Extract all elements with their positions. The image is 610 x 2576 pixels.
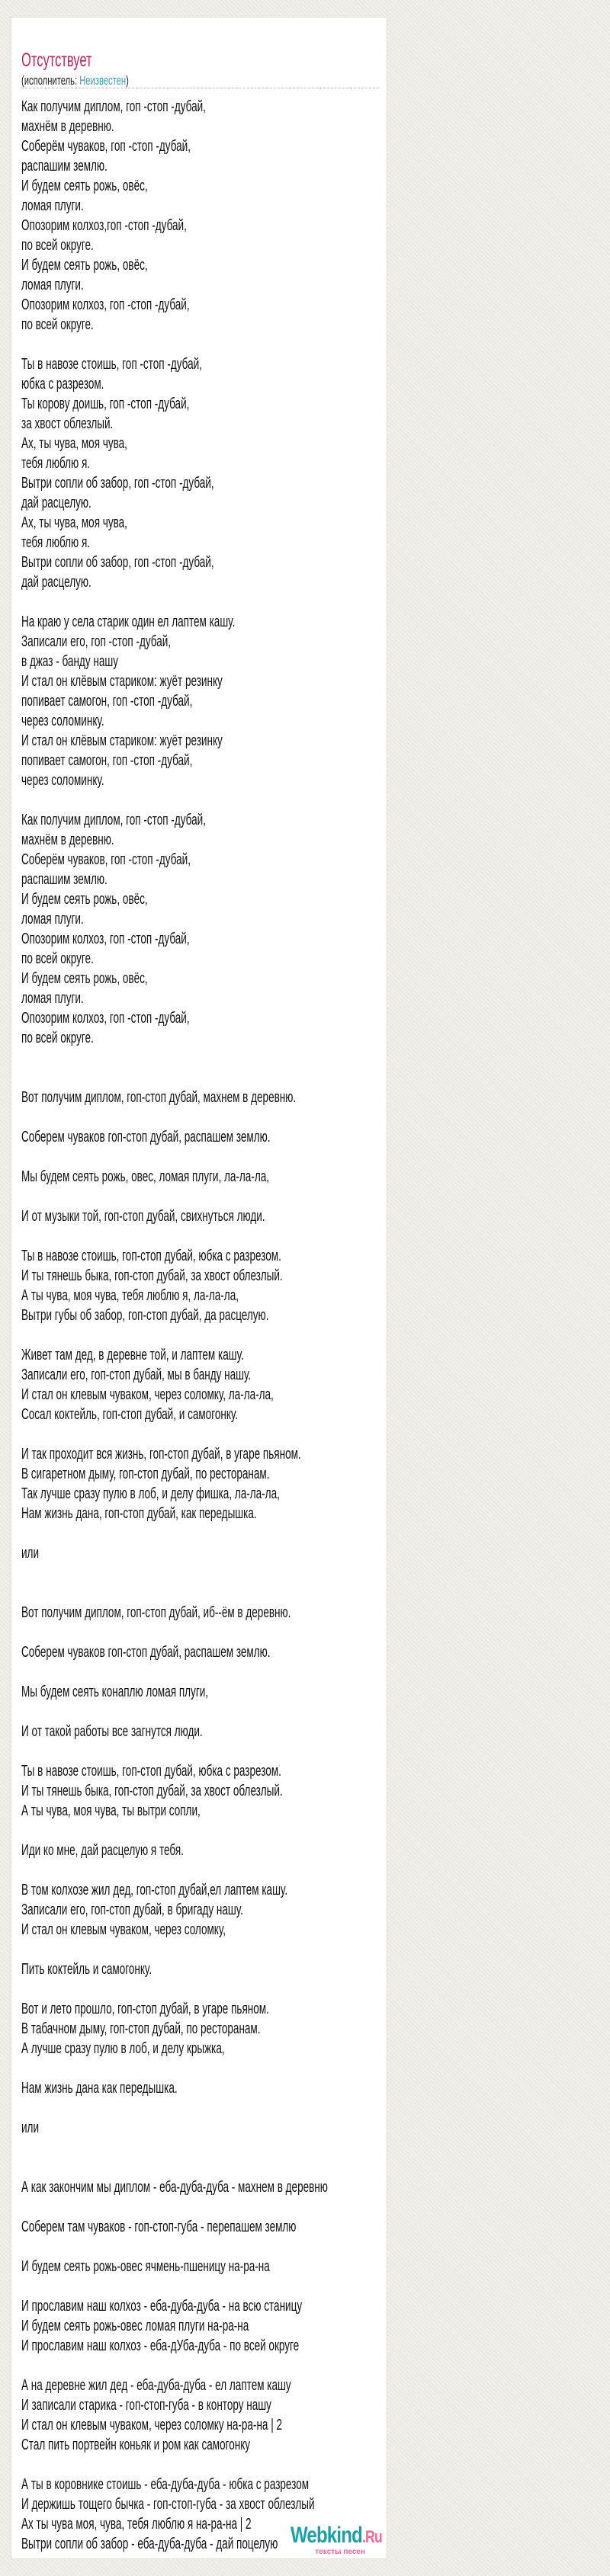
lyrics-line: Мы будем сеять рожь, овес, ломая плуги, ла-ла-ла, — [21, 1168, 270, 1185]
lyrics-line: Ты в навозе стоишь, гоп-стоп дубай, юбка с разрезом. — [21, 1762, 281, 1780]
lyrics-line: И от такой работы все загнутся люди. — [21, 1722, 203, 1740]
lyrics-blank-line — [21, 1325, 328, 1345]
lyrics-line: Как получим диплом, гоп -стоп -дубай, — [21, 811, 206, 828]
lyrics-blank-line — [21, 592, 328, 612]
lyrics-line: распашим землю. — [21, 157, 108, 175]
lyrics-text — [21, 97, 328, 2554]
lyrics-line: И стал он клевым чуваком, через соломку, ла-ла-ла, — [21, 1386, 274, 1403]
lyrics-line: через соломинку. — [21, 712, 104, 729]
lyrics-line: распашим землю. — [21, 870, 108, 888]
lyrics-line: Нам жизнь дана, гоп-стоп дубай, как передышка. — [21, 1504, 257, 1522]
lyrics-line: попивает самогон, гоп -стоп -дубай, — [21, 692, 193, 710]
lyrics-blank-line — [21, 2098, 328, 2118]
lyrics-line: Как получим диплом, гоп -стоп -дубай, — [21, 98, 206, 115]
lyrics-line: махнём в деревню. — [21, 117, 114, 135]
song-title: Отсутствует — [21, 50, 92, 71]
lyrics-line: или — [21, 1544, 40, 1562]
lyrics-line: ломая плуги. — [21, 910, 84, 928]
artist-line — [21, 72, 129, 89]
lyrics-line: Вытри губы об забор, гоп-стоп дубай, да расцелую. — [21, 1306, 269, 1324]
lyrics-line: Записали его, гоп-стоп дубай, в бригаду нашу. — [21, 1901, 243, 1918]
lyrics-line: В том колхозе жил дед, гоп-стоп дубай,ел лаптем кашу. — [21, 1881, 288, 1898]
lyrics-line: Опозорим колхоз,гоп -стоп -дубай, — [21, 216, 187, 234]
lyrics-line: Ах ты чува моя, чува, тебя люблю я на-ра-на | 2 — [21, 2515, 252, 2533]
lyrics-line: тебя люблю я. — [21, 454, 91, 472]
lyrics-blank-line — [21, 1226, 328, 1246]
lyrics-line: Опозорим колхоз, гоп -стоп -дубай, — [21, 296, 190, 313]
lyrics-blank-line — [21, 2237, 328, 2257]
lyrics-card — [11, 17, 387, 2559]
logo-tagline: тексты песен — [315, 2548, 365, 2556]
lyrics-line: Соберём чуваков, гоп -стоп -дубай, — [21, 851, 191, 868]
lyrics-line: Соберём чуваков, гоп -стоп -дубай, — [21, 137, 191, 155]
lyrics-line: Стал пить портвейн коньяк и ром как самогонку — [21, 2436, 251, 2453]
lyrics-line: махнём в деревню. — [21, 831, 114, 848]
lyrics-line: Опозорим колхоз, гоп -стоп -дубай, — [21, 930, 190, 947]
lyrics-line: Ты в навозе стоишь, гоп-стоп дубай, юбка с разрезом. — [21, 1247, 281, 1264]
lyrics-line: И будем сеять рожь-овес ломая плуги на-ра-на — [21, 2317, 249, 2334]
lyrics-line: И будем сеять рожь-овес ячмень-пшеницу на-ра-на — [21, 2257, 270, 2275]
lyrics-line: по всей округе. — [21, 950, 94, 967]
lyrics-line: И прославим наш колхоз - еба-дуба-дуба - на всю станицу — [21, 2297, 303, 2315]
lyrics-blank-line — [21, 2356, 328, 2376]
lyrics-blank-line — [21, 1821, 328, 1841]
lyrics-line: На краю у села старик один ел лаптем кашу. — [21, 613, 236, 630]
lyrics-blank-line — [21, 1940, 328, 1959]
lyrics-line: Вытри сопли об забор, гоп -стоп -дубай, — [21, 553, 214, 571]
lyrics-line: Живет там дед, в деревне той, и лаптем кашу. — [21, 1346, 244, 1363]
logo-brand-name: Webkind — [291, 2523, 363, 2548]
lyrics-line: дай расцелую. — [21, 494, 92, 511]
lyrics-blank-line — [21, 1623, 328, 1642]
lyrics-line: Ты корову доишь, гоп -стоп -дубай, — [21, 395, 190, 412]
lyrics-blank-line — [21, 2059, 328, 2078]
lyrics-line: юбка с разрезом. — [21, 375, 104, 392]
lyrics-line: Опозорим колхоз, гоп -стоп -дубай, — [21, 1009, 190, 1027]
site-logo[interactable] — [268, 2524, 382, 2556]
lyrics-line: И будем сеять рожь, овёс, — [21, 890, 148, 908]
lyrics-line: И будем сеять рожь, овёс, — [21, 256, 148, 274]
artist-prefix: (исполнитель: — [21, 73, 80, 88]
lyrics-line: через соломинку. — [21, 771, 104, 789]
lyrics-line: Вытри сопли об забор, гоп -стоп -дубай, — [21, 474, 214, 492]
lyrics-line: Соберем там чуваков - гоп-стоп-губа - перепашем землю — [21, 2218, 297, 2235]
lyrics-line: Соберем чуваков гоп-стоп дубай, распашем землю. — [21, 1128, 271, 1145]
lyrics-blank-line — [21, 1563, 328, 1583]
lyrics-line: дай расцелую. — [21, 573, 92, 591]
lyrics-line: А как закончим мы диплом - еба-дуба-дуба - махнем в деревню — [21, 2178, 328, 2196]
lyrics-line: Вот получим диплом, гоп-стоп дубай, махнем в деревню. — [21, 1088, 297, 1106]
lyrics-line: тебя люблю я. — [21, 533, 91, 551]
lyrics-line: Вытри сопли об забор - еба-дуба-дуба - дай поцелую — [21, 2535, 278, 2552]
lyrics-line: Записали его, гоп -стоп -дубай, — [21, 633, 172, 650]
lyrics-line: ломая плуги. — [21, 276, 84, 293]
artist-suffix: ) — [126, 73, 129, 88]
lyrics-line: В сигаретном дыму, гоп-стоп дубай, по ресторанам. — [21, 1465, 270, 1482]
lyrics-line: И стал он клёвым стариком: жуёт резинку — [21, 732, 223, 749]
lyrics-blank-line — [21, 2197, 328, 2217]
lyrics-line: А лучше сразу пулю в лоб, и делу крыжка, — [21, 2039, 225, 2057]
lyrics-line: Сосал коктейль, гоп-стоп дубай, и самогонку. — [21, 1405, 239, 1423]
lyrics-blank-line — [21, 1979, 328, 1999]
lyrics-line: по всей округе. — [21, 1029, 94, 1046]
lyrics-line: Вот и лето прошло, гоп-стоп дубай, в угаре пьяном. — [21, 2000, 269, 2017]
lyrics-line: И от музыки той, гоп-стоп дубай, свихнуться люди. — [21, 1207, 265, 1225]
lyrics-blank-line — [21, 1107, 328, 1127]
lyrics-line: И прославим наш колхоз - еба-дУба-дуба - по всей округе — [21, 2337, 300, 2354]
lyrics-blank-line — [21, 1187, 328, 1206]
lyrics-line: И будем сеять рожь, овёс, — [21, 969, 148, 987]
lyrics-line: Соберем чуваков гоп-стоп дубай, распашем землю. — [21, 1643, 271, 1661]
lyrics-line: по всей округе. — [21, 316, 94, 333]
logo-tld: .Ru — [362, 2527, 382, 2546]
lyrics-line: Нам жизнь дана как передышка. — [21, 2079, 178, 2097]
lyrics-line: И стал он клевым чуваком, через соломку на-ра-на | 2 — [21, 2416, 283, 2433]
lyrics-line: Записали его, гоп-стоп дубай, мы в банду нашу. — [21, 1366, 252, 1383]
lyrics-blank-line — [21, 790, 328, 810]
lyrics-blank-line — [21, 1147, 328, 1167]
lyrics-line: Иди ко мне, дай расцелую я тебя. — [21, 1841, 184, 1859]
lyrics-line: Мы будем сеять конаплю ломая плуги, — [21, 1683, 209, 1700]
lyrics-blank-line — [21, 2276, 328, 2296]
lyrics-line: Пить коктейль и самогонку. — [21, 1960, 152, 1978]
lyrics-line: А ты чува, моя чува, ты вытри сопли, — [21, 1802, 201, 1819]
lyrics-line: И стал он клевым чуваком, через соломку, — [21, 1921, 226, 1938]
lyrics-line: попивает самогон, гоп -стоп -дубай, — [21, 751, 193, 769]
lyrics-blank-line — [21, 1583, 328, 1603]
lyrics-line: Так лучше сразу пулю в лоб, и делу фишка, ла-ла-ла, — [21, 1485, 280, 1502]
lyrics-line: И держишь тощего бычка - гоп-стоп-губа - за хвост облезлый — [21, 2495, 315, 2513]
lyrics-line: И стал он клёвым стариком: жуёт резинку — [21, 672, 223, 690]
lyrics-line: И ты тянешь быка, гоп-стоп дубай, за хвост облезлый. — [21, 1267, 283, 1284]
lyrics-line: Вот получим диплом, гоп-стоп дубай, иб--ём в деревню. — [21, 1604, 291, 1621]
lyrics-line: ломая плуги. — [21, 989, 84, 1007]
lyrics-blank-line — [21, 2138, 328, 2158]
lyrics-line: ломая плуги. — [21, 197, 84, 214]
lyrics-blank-line — [21, 1048, 328, 1068]
lyrics-blank-line — [21, 1523, 328, 1543]
lyrics-blank-line — [21, 1068, 328, 1088]
lyrics-line: Ты в навозе стоишь, гоп -стоп -дубай, — [21, 355, 202, 373]
lyrics-blank-line — [21, 2158, 328, 2177]
artist-link[interactable]: Неизвестен — [79, 73, 127, 88]
lyrics-blank-line — [21, 1741, 328, 1761]
lyrics-line: или — [21, 2119, 40, 2136]
lyrics-line: по всей округе. — [21, 236, 94, 254]
lyrics-line: А ты чува, моя чува, тебя люблю я, ла-ла-ла, — [21, 1286, 239, 1304]
lyrics-line: И записали старика - гоп-стоп-губа - в контору нашу — [21, 2396, 271, 2414]
lyrics-line: за хвост облезлый. — [21, 415, 114, 432]
lyrics-blank-line — [21, 2455, 328, 2475]
logo-brand — [291, 2524, 382, 2549]
lyrics-line: И будем сеять рожь, овёс, — [21, 177, 148, 194]
lyrics-line: И так проходит вся жизнь, гоп-стоп дубай, в угаре пьяном. — [21, 1445, 301, 1463]
lyrics-blank-line — [21, 1662, 328, 1682]
lyrics-line: в джаз - банду нашу — [21, 652, 118, 670]
lyrics-line: Ах, ты чува, моя чува, — [21, 514, 127, 531]
lyrics-blank-line — [21, 1702, 328, 1722]
lyrics-blank-line — [21, 1860, 328, 1880]
lyrics-blank-line — [21, 1424, 328, 1444]
lyrics-line: А на деревне жил дед - еба-дуба-дуба - ел лаптем кашу — [21, 2376, 291, 2394]
lyrics-line: В табачном дыму, гоп-стоп дубай, по ресторанам. — [21, 2020, 261, 2037]
lyrics-line: И ты тянешь быка, гоп-стоп дубай, за хвост облезлый. — [21, 1782, 283, 1799]
lyrics-line: Ах, ты чува, моя чува, — [21, 434, 127, 452]
lyrics-line: А ты в коровнике стоишь - еба-дуба-дуба - юбка с разрезом — [21, 2475, 310, 2493]
lyrics-blank-line — [21, 335, 328, 354]
